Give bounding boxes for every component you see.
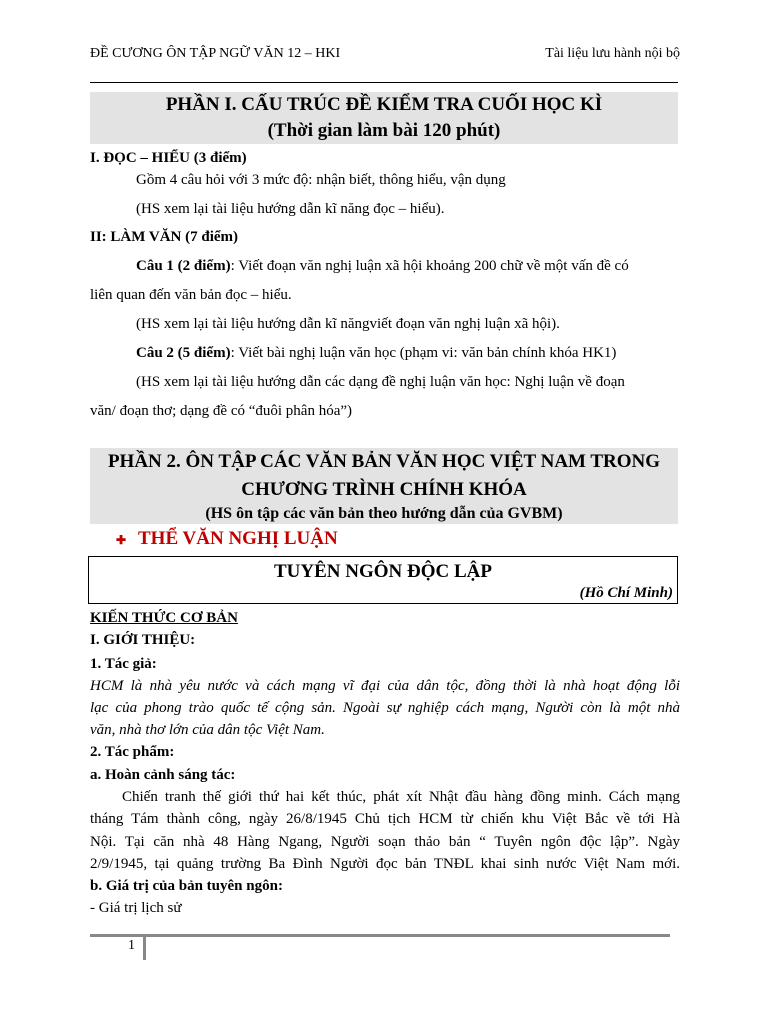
question1 xyxy=(136,258,680,275)
question1-text: : Viết đoạn văn nghị luận xã hội khoảng 200 chữ về một vấn đề có xyxy=(230,258,629,274)
question1-note: (HS xem lại tài liệu hướng dẫn kĩ năngviết đoạn văn nghị luận xã hội). xyxy=(136,316,560,332)
part2-title-line2: CHƯƠNG TRÌNH CHÍNH KHÓA xyxy=(241,479,527,500)
part1-banner xyxy=(90,92,678,144)
value-heading: b. Giá trị của bản tuyên ngôn: xyxy=(90,878,283,894)
question2-note: (HS xem lại tài liệu hướng dẫn các dạng đề nghị luận văn học: Nghị luận về đoạn xyxy=(136,374,625,390)
question1-cont: liên quan đến văn bản đọc – hiểu. xyxy=(90,287,292,303)
author-heading: 1. Tác giả: xyxy=(90,656,157,672)
section1-line1: Gồm 4 câu hỏi với 3 mức độ: nhận biết, thông hiểu, vận dụng xyxy=(136,172,506,188)
genre-heading xyxy=(116,528,338,550)
header-note: Tài liệu lưu hành nội bộ xyxy=(545,46,680,61)
part1-subtitle: (Thời gian làm bài 120 phút) xyxy=(267,120,501,141)
part1-title: PHẦN I. CẤU TRÚC ĐỀ KIỂM TRA CUỐI HỌC KÌ xyxy=(165,94,603,115)
part2-banner xyxy=(90,448,678,524)
author-line2: lạc của phong trào quốc tế cộng sản. Ngoài sự nghiệp cách mạng, Người còn là một nhà xyxy=(90,700,680,716)
question2-note-cont: văn/ đoạn thơ; dạng đề có “đuôi phân hóa”) xyxy=(90,403,353,419)
section1-line2: (HS xem lại tài liệu hướng dẫn kĩ năng đọc – hiểu). xyxy=(136,201,445,217)
context-line3: Nội. Tại căn nhà 48 Hàng Ngang, Người soạn thảo bản “ Tuyên ngôn độc lập”. Ngày xyxy=(90,834,680,850)
footer-page-bar xyxy=(143,934,146,960)
work-author: (Hồ Chí Minh) xyxy=(579,585,673,601)
part2-subtitle: (HS ôn tập các văn bản theo hướng dẫn của GVBM) xyxy=(205,505,563,522)
genre-label: THỂ VĂN NGHỊ LUẬN xyxy=(138,528,338,549)
question2-label: Câu 2 (5 điểm) xyxy=(136,345,231,361)
section1-heading: I. ĐỌC – HIỂU (3 điểm) xyxy=(90,150,247,166)
work-heading: 2. Tác phẩm: xyxy=(90,744,175,760)
context-line2: tháng Tám thành công, ngày 26/8/1945 Chủ tịch HCM từ chiến khu Việt Bắc về tới Hà xyxy=(90,811,680,827)
footer-divider xyxy=(90,934,670,937)
intro-heading: I. GIỚI THIỆU: xyxy=(90,632,196,648)
question1-label: Câu 1 (2 điểm) xyxy=(136,258,231,274)
context-line1: Chiến tranh thế giới thứ hai kết thúc, phát xít Nhật đầu hàng đồng minh. Cách mạng xyxy=(122,789,680,805)
question2 xyxy=(136,345,680,362)
question2-text: : Viết bài nghị luận văn học (phạm vi: văn bản chính khóa HK1) xyxy=(230,345,617,361)
context-line4: 2/9/1945, tại quảng trường Ba Đình Người đọc bản TNĐL khai sinh nước Việt Nam mới. xyxy=(90,856,680,872)
author-line3: văn, nhà thơ lớn của dân tộc Việt Nam. xyxy=(90,722,325,738)
bullet-icon: ✚ xyxy=(116,533,127,547)
work-title-box xyxy=(88,556,678,604)
header-title: ĐỀ CƯƠNG ÔN TẬP NGỮ VĂN 12 – HKI xyxy=(90,46,341,61)
work-title: TUYÊN NGÔN ĐỘC LẬP xyxy=(274,561,492,582)
value-line1: - Giá trị lịch sử xyxy=(90,900,182,916)
page-number: 1 xyxy=(128,938,135,953)
basic-knowledge-heading: KIẾN THỨC CƠ BẢN xyxy=(90,610,238,626)
context-heading: a. Hoàn cảnh sáng tác: xyxy=(90,767,236,783)
header-divider xyxy=(90,82,678,83)
part2-title-line1: PHẦN 2. ÔN TẬP CÁC VĂN BẢN VĂN HỌC VIỆT NAM TRONG xyxy=(107,451,661,472)
section2-heading: II: LÀM VĂN (7 điểm) xyxy=(90,229,239,245)
author-line1: HCM là nhà yêu nước và cách mạng vĩ đại của dân tộc, đồng thời là nhà hoạt động lỗi xyxy=(90,678,680,694)
